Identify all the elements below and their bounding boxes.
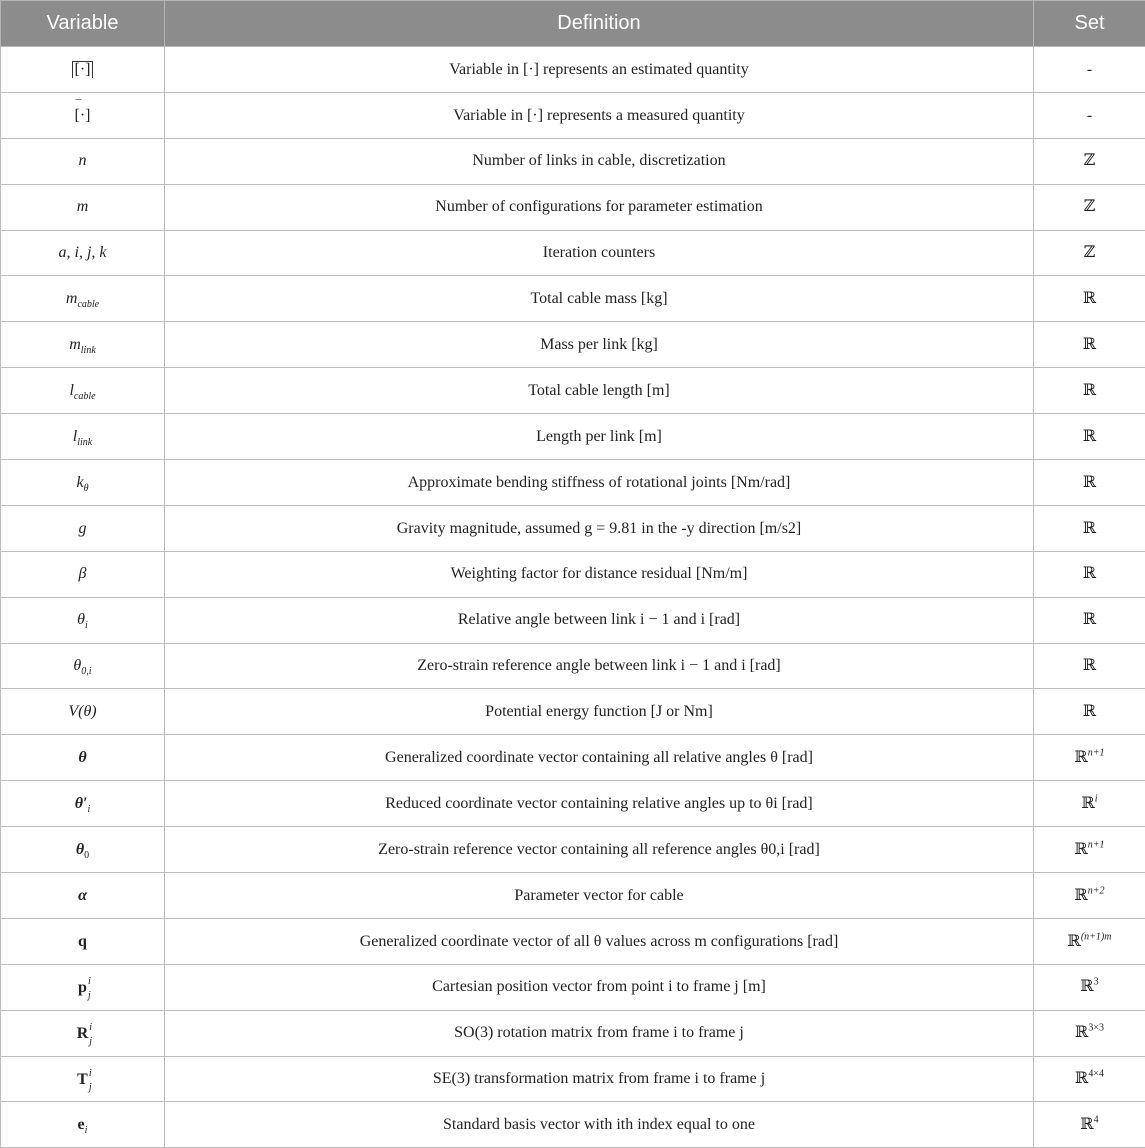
variable-cell [1, 92, 165, 138]
set-cell [1034, 781, 1145, 827]
definition-cell: SE(3) transformation matrix from frame i to frame j [165, 1056, 1034, 1102]
definition-cell: Total cable mass [kg] [165, 276, 1034, 322]
variable-subscript: link [81, 345, 96, 356]
set-symbol: ℝ [1074, 887, 1087, 904]
set-cell [1034, 1102, 1145, 1148]
variable-superscript: i [88, 1068, 92, 1079]
definition-cell: Relative angle between link i − 1 and i [rad] [165, 597, 1034, 643]
variable-cell [1, 460, 165, 506]
set-symbol: ℝ [1080, 1116, 1093, 1133]
variable-subscript: i [85, 621, 88, 632]
table-row [1, 138, 1145, 184]
table-row [1, 873, 1145, 919]
set-cell: ℝ [1034, 597, 1145, 643]
set-symbol: ℝ [1080, 978, 1093, 995]
variable-cell [1, 597, 165, 643]
table-row [1, 643, 1145, 689]
variable-superscript: i [87, 976, 91, 987]
variable-subscript: θ [84, 483, 89, 494]
set-cell: ℝ [1034, 368, 1145, 414]
definition-cell: Standard basis vector with ith index equal to one [165, 1102, 1034, 1148]
header-set: Set [1034, 1, 1145, 47]
variable-symbol: m [69, 336, 81, 353]
definition-cell: Number of configurations for parameter estimation [165, 184, 1034, 230]
variable-symbol: l [69, 382, 73, 399]
variable-subscript: 0,i [81, 666, 91, 677]
variable-symbol: θ [77, 611, 85, 628]
variable-cell: n [1, 138, 165, 184]
variable-cell: V(θ) [1, 689, 165, 735]
definition-cell: Parameter vector for cable [165, 873, 1034, 919]
table-row [1, 460, 1145, 506]
definition-cell: Generalized coordinate vector containing all relative angles θ [rad] [165, 735, 1034, 781]
definition-cell: Generalized coordinate vector of all θ values across m configurations [rad] [165, 918, 1034, 964]
variable-cell [1, 47, 165, 93]
set-symbol: ℝ [1075, 1070, 1088, 1087]
set-symbol: ℝ [1081, 795, 1094, 812]
variable-subscript: i [88, 804, 91, 815]
variable-cell [1, 1010, 165, 1056]
variable-cell [1, 643, 165, 689]
table-row [1, 505, 1145, 551]
table-row [1, 47, 1145, 93]
definition-cell: Gravity magnitude, assumed g = 9.81 in the -y direction [m/s2] [165, 505, 1034, 551]
set-superscript: n+1 [1088, 748, 1105, 759]
set-symbol: ℝ [1068, 933, 1081, 950]
definition-cell: Zero-strain reference vector containing all reference angles θ0,i [rad] [165, 827, 1034, 873]
table-row [1, 1102, 1145, 1148]
table-row [1, 184, 1145, 230]
set-superscript: 3×3 [1088, 1023, 1104, 1034]
variable-cell [1, 1102, 165, 1148]
table-row [1, 368, 1145, 414]
set-superscript: n+2 [1088, 885, 1105, 896]
set-cell: ℝ [1034, 414, 1145, 460]
variable-subscript: i [85, 1125, 88, 1136]
table-row [1, 689, 1145, 735]
set-cell: ℝ [1034, 505, 1145, 551]
set-symbol: ℝ [1074, 841, 1087, 858]
set-superscript: i [1095, 794, 1098, 805]
variable-cell [1, 322, 165, 368]
table-row [1, 1010, 1145, 1056]
table-row [1, 827, 1145, 873]
variable-cell: g [1, 505, 165, 551]
definition-cell: SO(3) rotation matrix from frame i to frame j [165, 1010, 1034, 1056]
set-cell [1034, 735, 1145, 781]
set-cell [1034, 827, 1145, 873]
variable-symbol: l [73, 428, 77, 445]
table-row [1, 918, 1145, 964]
variable-subscript: cable [77, 299, 99, 310]
definition-cell: Weighting factor for distance residual [Nm/m] [165, 551, 1034, 597]
table-row [1, 964, 1145, 1010]
set-cell: ℤ [1034, 184, 1145, 230]
set-cell: - [1034, 92, 1145, 138]
set-cell [1034, 964, 1145, 1010]
set-cell: ℝ [1034, 322, 1145, 368]
table-row [1, 781, 1145, 827]
definition-cell: Iteration counters [165, 230, 1034, 276]
variable-symbol: m [66, 290, 78, 307]
set-superscript: 4 [1094, 1115, 1099, 1126]
variable-cell: α [1, 873, 165, 919]
header-variable: Variable [1, 1, 165, 47]
set-cell: ℝ [1034, 689, 1145, 735]
set-cell: ℝ [1034, 460, 1145, 506]
table-row [1, 551, 1145, 597]
variable-cell [1, 414, 165, 460]
variable-symbol: p [78, 979, 87, 996]
table-row [1, 1056, 1145, 1102]
variable-symbol: R [77, 1025, 89, 1042]
variable-subscript: link [77, 437, 92, 448]
definition-cell: Potential energy function [J or Nm] [165, 689, 1034, 735]
variable-symbol: θ′ [75, 795, 88, 812]
variable-superscript: i [88, 1022, 92, 1033]
set-cell [1034, 1056, 1145, 1102]
table-row [1, 597, 1145, 643]
definition-cell: Total cable length [m] [165, 368, 1034, 414]
definition-cell: Variable in [·] represents a measured quantity [165, 92, 1034, 138]
variable-cell: q [1, 918, 165, 964]
variable-cell [1, 827, 165, 873]
variable-symbol: [·] [72, 61, 94, 78]
set-cell: ℤ [1034, 230, 1145, 276]
variable-cell [1, 781, 165, 827]
definition-cell: Approximate bending stiffness of rotational joints [Nm/rad] [165, 460, 1034, 506]
variable-cell [1, 1056, 165, 1102]
variable-cell: m [1, 184, 165, 230]
variable-subscript: cable [74, 391, 96, 402]
variable-cell: a, i, j, k [1, 230, 165, 276]
variable-cell [1, 276, 165, 322]
set-cell: - [1034, 47, 1145, 93]
table-row [1, 735, 1145, 781]
set-superscript: 4×4 [1088, 1069, 1104, 1080]
table-row [1, 230, 1145, 276]
variable-subscript: j [87, 990, 91, 1001]
table-row [1, 414, 1145, 460]
set-cell [1034, 873, 1145, 919]
variable-symbol: T [77, 1071, 88, 1088]
set-cell [1034, 918, 1145, 964]
definition-cell: Zero-strain reference angle between link i − 1 and i [rad] [165, 643, 1034, 689]
table-row [1, 276, 1145, 322]
definition-cell: Mass per link [kg] [165, 322, 1034, 368]
set-superscript: 3 [1094, 977, 1099, 988]
definition-cell: Variable in [·] represents an estimated quantity [165, 47, 1034, 93]
variable-symbol: e [78, 1116, 85, 1133]
set-symbol: ℝ [1074, 749, 1087, 766]
definition-cell: Length per link [m] [165, 414, 1034, 460]
table-row [1, 322, 1145, 368]
set-superscript: (n+1)m [1081, 931, 1112, 942]
set-cell: ℝ [1034, 276, 1145, 322]
variable-cell [1, 964, 165, 1010]
variable-cell: β [1, 551, 165, 597]
variable-symbol: θ [73, 657, 81, 674]
set-cell [1034, 1010, 1145, 1056]
variable-symbol: k [76, 474, 83, 491]
variable-subscript: j [88, 1082, 92, 1093]
set-cell: ℝ [1034, 643, 1145, 689]
variable-symbol: θ [76, 841, 84, 858]
variable-symbol: ¯ [·] [74, 107, 92, 125]
set-cell: ℝ [1034, 551, 1145, 597]
set-cell: ℤ [1034, 138, 1145, 184]
definition-cell: Cartesian position vector from point i to frame j [m] [165, 964, 1034, 1010]
variable-subscript: j [88, 1036, 92, 1047]
header-definition: Definition [165, 1, 1034, 47]
variable-cell: θ [1, 735, 165, 781]
header-row [1, 1, 1145, 47]
variable-cell [1, 368, 165, 414]
table-row [1, 92, 1145, 138]
definition-cell: Number of links in cable, discretization [165, 138, 1034, 184]
definition-cell: Reduced coordinate vector containing relative angles up to θi [rad] [165, 781, 1034, 827]
set-superscript: n+1 [1088, 839, 1105, 850]
set-symbol: ℝ [1075, 1024, 1088, 1041]
variable-subscript: 0 [84, 850, 89, 861]
